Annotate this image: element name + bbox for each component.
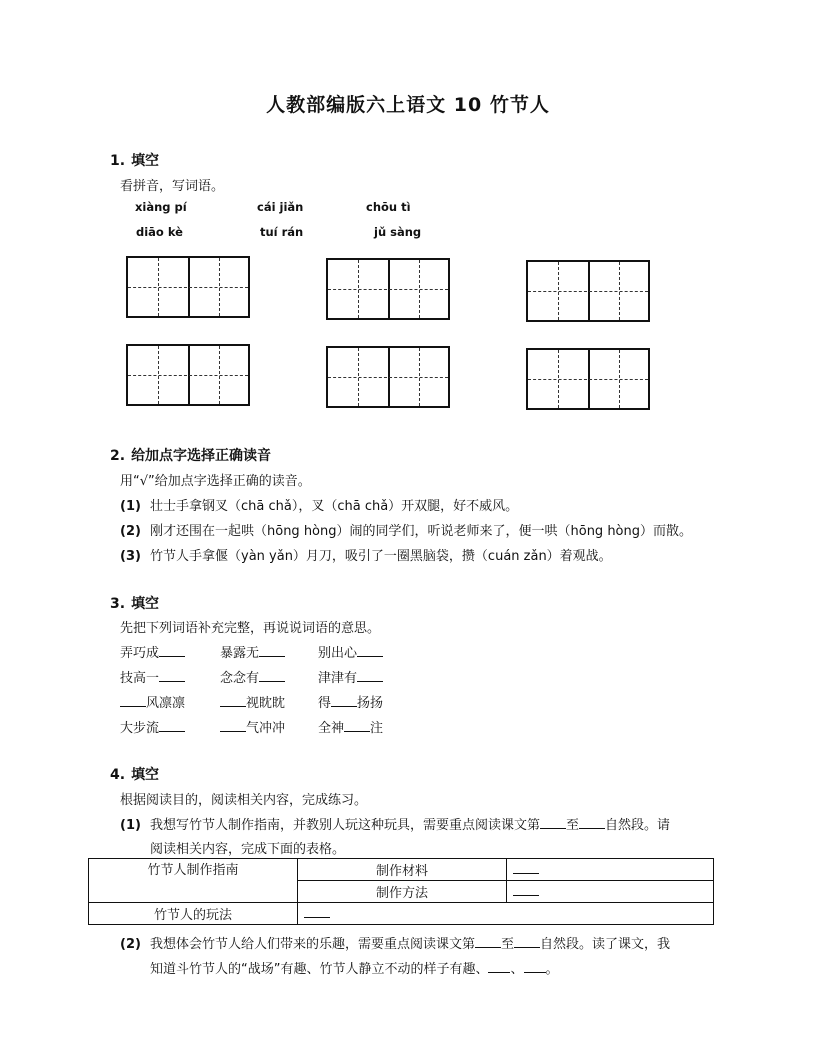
answer-blank[interactable] (120, 694, 146, 707)
pinyin-diaoke: diāo kè (136, 225, 183, 239)
table-cell-method-answer[interactable] (507, 881, 714, 903)
table-cell-play: 竹节人的玩法 (89, 903, 298, 925)
answer-blank[interactable] (514, 935, 540, 948)
q2-instruction: 用“√”给加点字选择正确的读音。 (120, 474, 311, 489)
q4-heading (110, 764, 159, 784)
table-cell-play-answer[interactable] (298, 903, 714, 925)
guide-table (88, 858, 714, 925)
answer-blank[interactable] (579, 816, 605, 829)
answer-blank[interactable] (220, 719, 246, 732)
pinyin-tuiran: tuí rán (260, 225, 304, 239)
q4-instruction: 根据阅读目的，阅读相关内容，完成练习。 (120, 793, 368, 808)
table-cell-method: 制作方法 (298, 881, 507, 903)
idiom-item: 技高一 (120, 667, 185, 686)
answer-blank[interactable] (259, 644, 285, 657)
q1-heading (110, 150, 159, 170)
q2-heading (110, 445, 271, 465)
answer-blank[interactable] (357, 644, 383, 657)
q3-heading (110, 593, 159, 613)
q2-item-3: (3) 竹节人手拿偃（yàn yǎn）月刀，吸引了一圈黑脑袋，攒（cuán zǎn）着观战。 (120, 549, 612, 564)
q2-item-1: (1) 壮士手拿钢叉（chā chǎ），叉（chā chǎ）开双腿，好不威风。 (120, 499, 519, 514)
answer-blank[interactable] (344, 719, 370, 732)
table-cell-materials-answer[interactable] (507, 859, 714, 881)
answer-blank[interactable] (475, 935, 501, 948)
writing-box[interactable] (526, 260, 650, 322)
table-cell-materials: 制作材料 (298, 859, 507, 881)
q4-item-2: (2) 我想体会竹节人给人们带来的乐趣，需要重点阅读课文第 至 自然段。读了课文，我 (120, 937, 671, 952)
idiom-item: 风凛凛 (120, 692, 185, 711)
writing-box[interactable] (326, 258, 450, 320)
q2-item-2: (2) 刚才还围在一起哄（hōng hòng）闹的同学们，听说老师来了，便一哄（hōng hòng）而散。 (120, 524, 693, 539)
writing-box[interactable] (326, 346, 450, 408)
q4-item-1: (1) 我想写竹节人制作指南，并教别人玩这种玩具，需要重点阅读课文第 至 自然段。请 (120, 818, 671, 833)
answer-blank[interactable] (331, 694, 357, 707)
idiom-item: 暴露无 (220, 642, 285, 661)
idiom-item: 得 扬扬 (318, 696, 384, 711)
q2-number: 2. (110, 448, 126, 464)
q3-number: 3. (110, 596, 126, 612)
table-cell-guide: 竹节人制作指南 (89, 859, 298, 903)
q3-instruction: 先把下列词语补充完整，再说说词语的意思。 (120, 621, 381, 636)
idiom-item: 大步流 (120, 717, 185, 736)
pinyin-xiangpi: xiàng pí (135, 200, 187, 214)
pinyin-jusang: jǔ sàng (374, 225, 422, 239)
writing-box[interactable] (126, 344, 250, 406)
idiom-item: 津津有 (318, 667, 383, 686)
pinyin-caijian: cái jiǎn (257, 200, 304, 214)
answer-blank[interactable] (159, 719, 185, 732)
answer-blank[interactable] (159, 644, 185, 657)
answer-blank[interactable] (357, 669, 383, 682)
page-title: 人教部编版六上语文 10 竹节人 (266, 94, 550, 116)
idiom-item: 气冲冲 (220, 717, 285, 736)
q1-heading-text: 填空 (131, 153, 160, 169)
idiom-item: 视眈眈 (220, 692, 285, 711)
q2-heading-text: 给加点字选择正确读音 (131, 448, 272, 464)
q4-number: 4. (110, 767, 126, 783)
writing-box[interactable] (526, 348, 650, 410)
idiom-item: 念念有 (220, 667, 285, 686)
idiom-item: 全神 注 (318, 721, 384, 736)
idiom-item: 弄巧成 (120, 642, 185, 661)
q1-number: 1. (110, 153, 126, 169)
pinyin-chouti: chōu tì (366, 200, 411, 214)
answer-blank[interactable] (259, 669, 285, 682)
q4-item-2-line2: 知道斗竹节人的“战场”有趣、竹节人静立不动的样子有趣、 、 。 (150, 962, 559, 977)
answer-blank[interactable] (488, 960, 510, 973)
idiom-item: 别出心 (318, 642, 383, 661)
answer-blank[interactable] (159, 669, 185, 682)
answer-blank[interactable] (540, 816, 566, 829)
writing-box[interactable] (126, 256, 250, 318)
q3-heading-text: 填空 (131, 596, 160, 612)
q4-heading-text: 填空 (131, 767, 160, 783)
q1-instruction: 看拼音，写词语。 (120, 179, 225, 194)
q4-item-1-line2: 阅读相关内容，完成下面的表格。 (150, 842, 346, 857)
answer-blank[interactable] (220, 694, 246, 707)
answer-blank[interactable] (524, 960, 546, 973)
